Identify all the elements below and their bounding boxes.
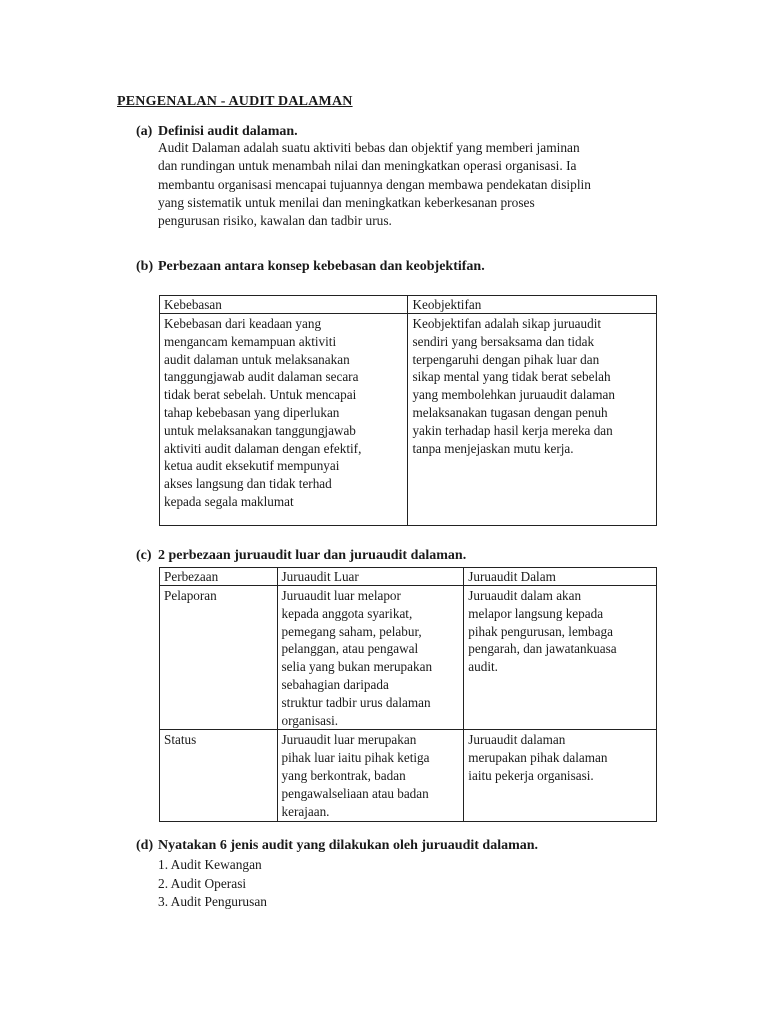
juruaudit-dalam-cell xyxy=(464,730,657,822)
section-a-heading xyxy=(136,124,298,140)
section-b-title: Perbezaan antara konsep kebebasan dan keobjektifan. xyxy=(158,259,485,274)
cell-line: pemegang saham, pelabur, xyxy=(281,623,422,639)
table-row xyxy=(160,314,657,526)
cell-line: iaitu pekerja organisasi. xyxy=(468,767,594,783)
page-title: PENGENALAN - AUDIT DALAMAN xyxy=(117,94,353,109)
list-item: 3. Audit Pengurusan xyxy=(158,894,267,910)
keobjektifan-cell xyxy=(408,314,657,526)
table-header-cell: Keobjektifan xyxy=(408,296,657,314)
cell-line: pengarah, dan jawatankuasa xyxy=(468,641,617,657)
paragraph-line: yang sistematik untuk menilai dan meningkatkan keberkesanan proses xyxy=(158,194,535,210)
table-header-cell: Perbezaan xyxy=(160,568,278,586)
section-c-heading xyxy=(136,548,466,564)
cell-line: tidak berat sebelah. Untuk mencapai xyxy=(164,387,357,403)
cell-line: untuk melaksanakan tanggungjawab xyxy=(164,422,356,438)
table-header-cell: Kebebasan xyxy=(160,296,408,314)
cell-line: terpengaruhi dengan pihak luar dan xyxy=(412,351,600,367)
section-a-title: Definisi audit dalaman. xyxy=(158,124,298,139)
paragraph-line: dan rundingan untuk menambah nilai dan meningkatkan operasi organisasi. Ia xyxy=(158,158,577,174)
section-a-marker: (a) xyxy=(136,124,153,139)
cell-line: Juruaudit luar melapor xyxy=(281,588,401,603)
table-row xyxy=(160,730,657,822)
cell-line: selia yang bukan merupakan xyxy=(281,659,433,675)
kebebasan-keobjektifan-table xyxy=(159,295,657,526)
cell-line: struktur tadbir urus dalaman xyxy=(281,694,431,710)
cell-line: melapor langsung kepada xyxy=(468,605,604,621)
section-a-paragraph xyxy=(158,139,658,230)
cell-line: tahap kebebasan yang diperlukan xyxy=(164,404,340,420)
cell-line: organisasi. xyxy=(281,712,339,728)
section-c-marker: (c) xyxy=(136,548,152,563)
cell-line: audit. xyxy=(468,659,498,675)
row-label-cell xyxy=(160,730,278,822)
cell-line: Kebebasan dari keadaan yang xyxy=(164,316,322,331)
cell-line: melaksanakan tugasan dengan penuh xyxy=(412,404,608,420)
juruaudit-luar-cell xyxy=(277,586,464,730)
cell-line: pengawalseliaan atau badan xyxy=(281,785,429,801)
cell-line: kepada segala maklumat xyxy=(164,493,294,509)
cell-line: pihak luar iaitu pihak ketiga xyxy=(281,750,430,766)
table-header-cell: Juruaudit Dalam xyxy=(464,568,657,586)
section-d-marker: (d) xyxy=(136,838,154,853)
cell-line: yang membolehkan juruaudit dalaman xyxy=(412,387,615,403)
cell-line: audit dalaman untuk melaksanakan xyxy=(164,351,350,367)
cell-line: Juruaudit dalaman xyxy=(468,732,566,748)
section-b-marker: (b) xyxy=(136,259,154,274)
cell-line: Keobjektifan adalah sikap juruaudit xyxy=(412,316,602,331)
section-d-heading xyxy=(136,838,538,854)
cell-line: merupakan pihak dalaman xyxy=(468,750,608,766)
cell-line: kerajaan. xyxy=(281,803,330,819)
cell-line: mengancam kemampuan aktiviti xyxy=(164,333,337,349)
cell-line: yakin terhadap hasil kerja mereka dan xyxy=(412,422,613,438)
row-label: Pelaporan xyxy=(164,588,217,603)
cell-line: ketua audit eksekutif mempunyai xyxy=(164,458,340,474)
cell-line: yang berkontrak, badan xyxy=(281,767,406,783)
juruaudit-comparison-table xyxy=(159,567,657,822)
row-label: Status xyxy=(164,732,197,748)
table-header-row xyxy=(160,296,657,314)
section-d-title: Nyatakan 6 jenis audit yang dilakukan oleh juruaudit dalaman. xyxy=(158,838,539,853)
section-b-heading xyxy=(136,259,485,275)
cell-line: tanpa menjejaskan mutu kerja. xyxy=(412,440,574,456)
section-c-title: 2 perbezaan juruaudit luar dan juruaudit dalaman. xyxy=(158,548,467,563)
cell-line: pelanggan, atau pengawal xyxy=(281,641,419,657)
cell-line: Juruaudit dalam akan xyxy=(468,588,582,603)
cell-line: akses langsung dan tidak terhad xyxy=(164,476,332,492)
paragraph-line: Audit Dalaman adalah suatu aktiviti bebas dan objektif yang memberi jaminan xyxy=(158,140,580,155)
cell-line: aktiviti audit dalaman dengan efektif, xyxy=(164,440,362,456)
paragraph-line: membantu organisasi mencapai tujuannya dengan membawa pendekatan disiplin xyxy=(158,176,591,192)
row-label-cell xyxy=(160,586,278,730)
audit-types-list xyxy=(158,856,267,912)
juruaudit-luar-cell xyxy=(277,730,464,822)
list-item: 2. Audit Operasi xyxy=(158,875,247,891)
list-item: 1. Audit Kewangan xyxy=(158,857,262,872)
table-header-cell: Juruaudit Luar xyxy=(277,568,464,586)
juruaudit-dalam-cell xyxy=(464,586,657,730)
paragraph-line: pengurusan risiko, kawalan dan tadbir urus. xyxy=(158,213,392,229)
cell-line: kepada anggota syarikat, xyxy=(281,605,413,621)
cell-line: pihak pengurusan, lembaga xyxy=(468,623,613,639)
cell-line: sikap mental yang tidak berat sebelah xyxy=(412,369,611,385)
cell-line: sendiri yang bersaksama dan tidak xyxy=(412,333,595,349)
table-header-row xyxy=(160,568,657,586)
cell-line: tanggungjawab audit dalaman secara xyxy=(164,369,359,385)
kebebasan-cell xyxy=(160,314,408,526)
cell-line: Juruaudit luar merupakan xyxy=(281,732,417,748)
cell-line: sebahagian daripada xyxy=(281,676,389,692)
table-row xyxy=(160,586,657,730)
